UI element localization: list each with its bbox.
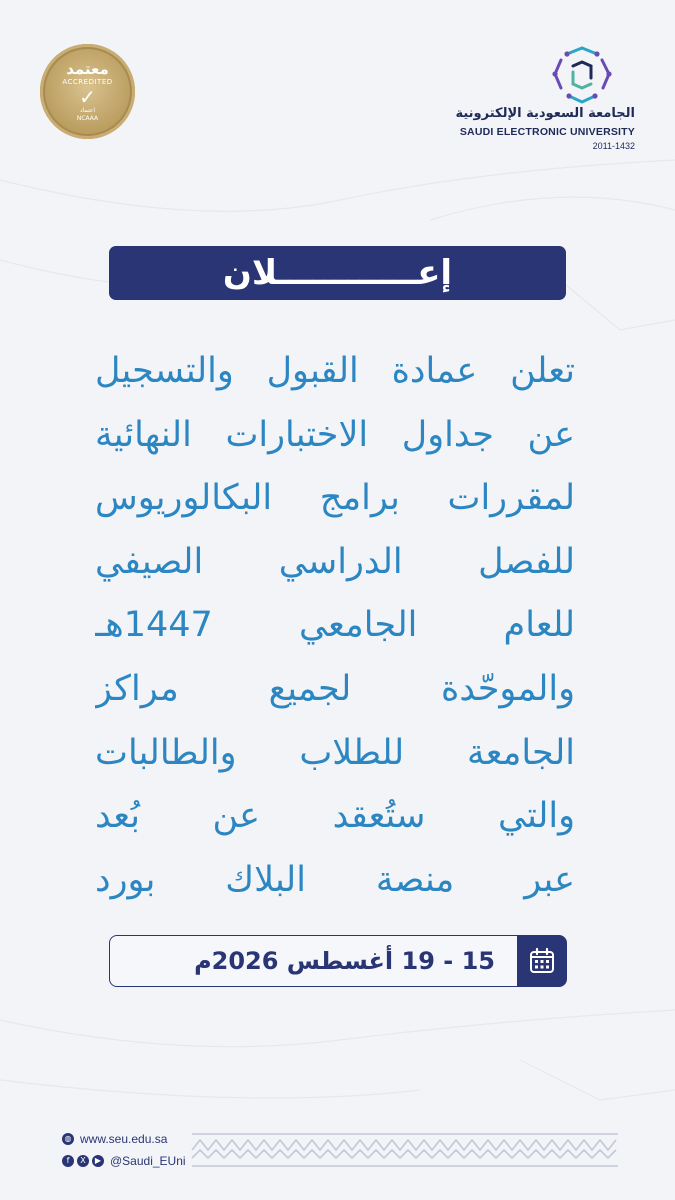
badge-agency: NCAAA — [76, 115, 99, 122]
date-text: 15 - 19 أغسطس 2026م — [194, 947, 495, 975]
globe-icon: ◍ — [62, 1133, 74, 1145]
badge-arabic-text: معتمد — [66, 60, 109, 78]
announcement-line: والتي ستُعقد عن بُعد — [95, 796, 575, 837]
website-link[interactable]: www.seu.edu.sa — [80, 1132, 168, 1146]
facebook-icon[interactable]: f — [62, 1155, 74, 1167]
decorative-pattern — [190, 1128, 620, 1172]
social-handle[interactable]: @Saudi_EUni — [110, 1154, 186, 1168]
badge-check-label: اعتماد — [79, 107, 96, 114]
announcement-line: للفصل الدراسي الصيفي — [95, 541, 575, 582]
badge-english-text: ACCREDITED — [62, 78, 113, 86]
announcement-line: والموحّدة لجميع مراكز — [95, 668, 575, 709]
announcement-line: عبر منصة البلاك بورد — [95, 859, 575, 900]
university-logo — [415, 44, 635, 164]
announcement-body — [95, 340, 575, 912]
announcement-line: للعام الجامعي 1447هـ — [95, 605, 575, 646]
announcement-title: إعــــــــــــلان — [222, 253, 453, 293]
x-icon[interactable]: X — [77, 1155, 89, 1167]
announcement-title-bar — [109, 246, 566, 300]
website-row[interactable] — [62, 1128, 186, 1150]
announcement-line: عن جداول الاختبارات النهائية — [95, 414, 575, 455]
announcement-line: الجامعة للطلاب والطالبات — [95, 732, 575, 773]
university-logo-icon — [547, 44, 617, 106]
calendar-icon — [517, 935, 567, 987]
date-box — [109, 935, 566, 987]
accredited-badge — [40, 44, 135, 139]
footer — [62, 1128, 186, 1172]
youtube-icon[interactable]: ▶ — [92, 1155, 104, 1167]
check-icon: ✓ — [79, 85, 96, 109]
university-name-english: SAUDI ELECTRONIC UNIVERSITY — [459, 126, 635, 138]
university-years: 2011-1432 — [592, 141, 635, 151]
university-name-arabic: الجامعة السعودية الإلكترونية — [455, 106, 635, 121]
announcement-line: لمقررات برامج البكالوريوس — [95, 478, 575, 519]
announcement-line: تعلن عمادة القبول والتسجيل — [95, 351, 575, 391]
social-row[interactable] — [62, 1150, 186, 1172]
